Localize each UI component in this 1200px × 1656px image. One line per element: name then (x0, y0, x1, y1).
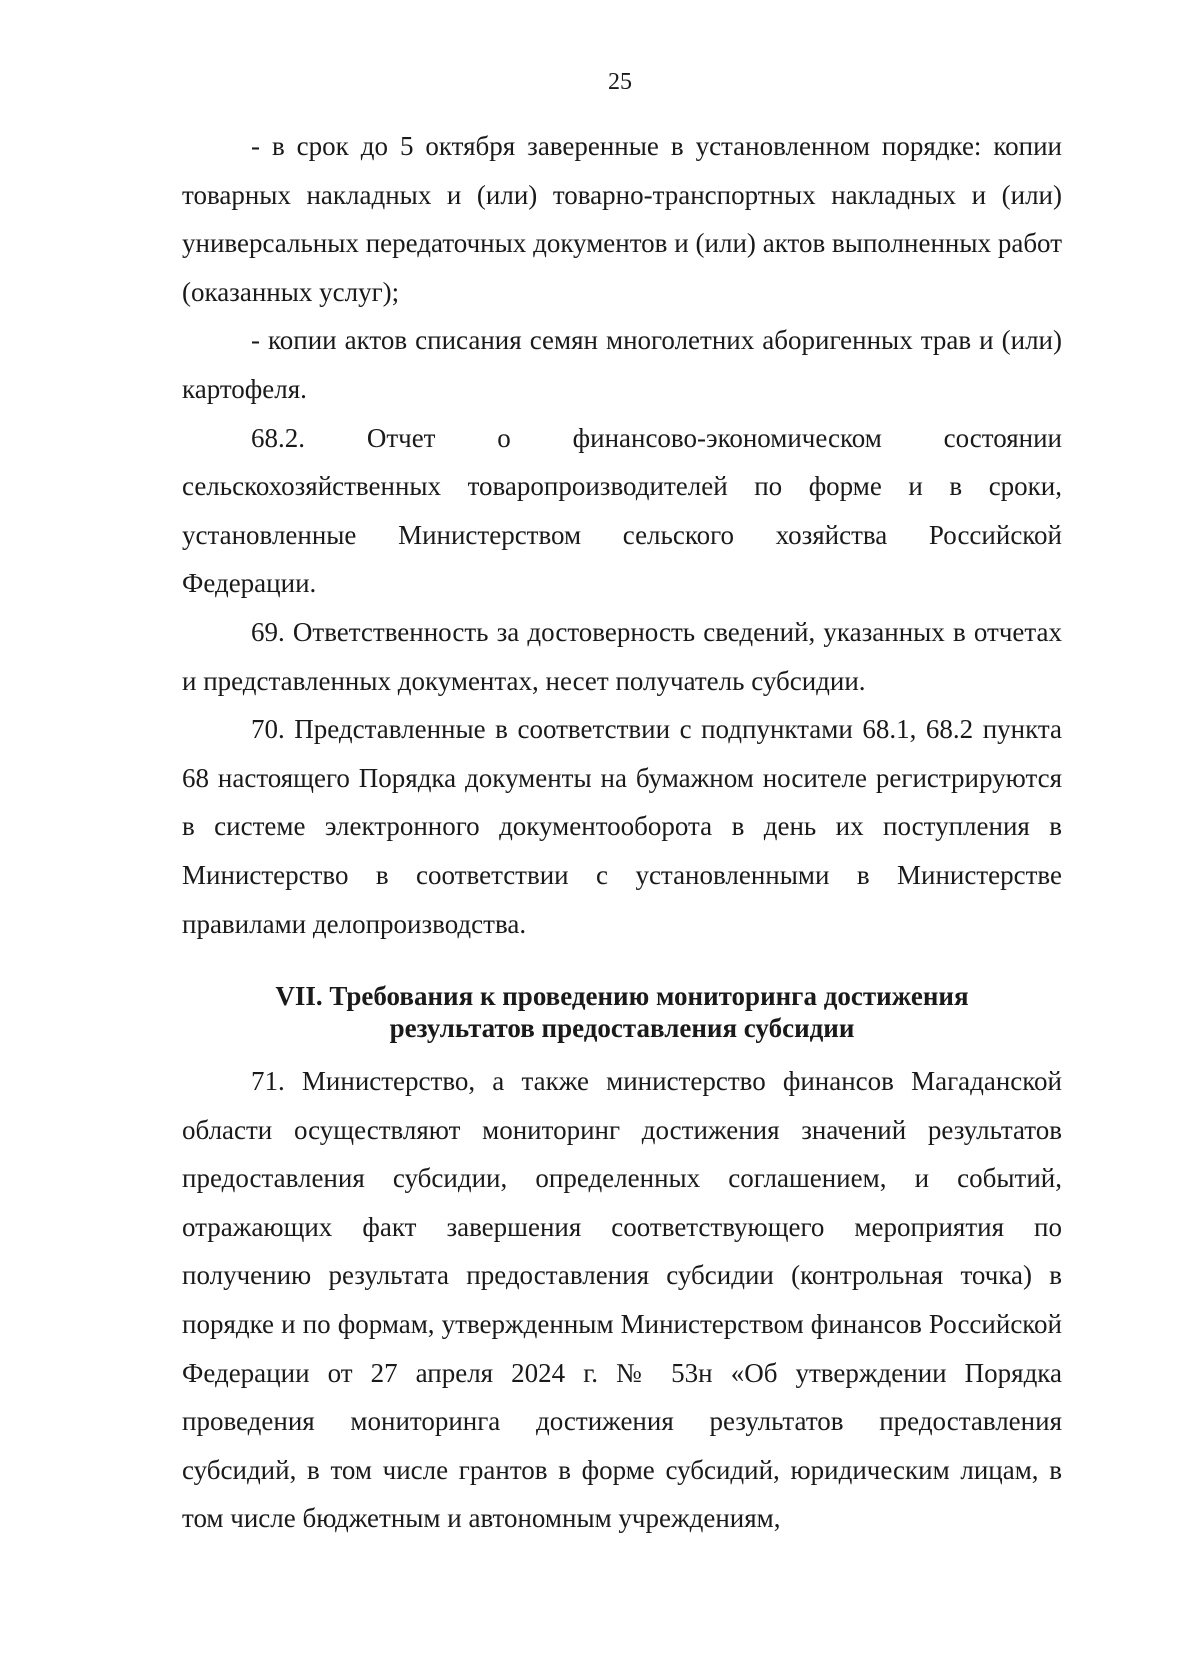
paragraph-69: 69. Ответственность за достоверность сведений, указанных в отчетах и представленных документах, несет получатель субсидии. (182, 616, 1062, 696)
section-heading-line-1: VII. Требования к проведению мониторинга достижения (275, 981, 969, 1012)
paragraph-copies-deadline: - в срок до 5 октября заверенные в установленном порядке: копии товарных накладных и (или) товарно-транспортных накладных и (или) универсальных передаточных документов и (или) актов выполненных работ (оказанных услуг); (182, 131, 1062, 307)
paragraph-70: 70. Представленные в соответствии с подпунктами 68.1, 68.2 пункта 68 настоящего Порядка документы на бумажном носителе регистрируются в системе электронного документооборота в день их поступления в Министерство в соответствии с установленными в Министерстве правилами делопроизводства. (182, 714, 1062, 939)
page-number: 25 (608, 69, 632, 95)
paragraph-71: 71. Министерство, а также министерство финансов Магаданской области осуществляют мониторинг достижения значений результатов предоставления субсидии, определенных соглашением, и событий, отражающих факт завершения соответствующего мероприятия по получению результата предоставления субсидии (контрольная точка) в порядке и по формам, утвержденным Министерством финансов Российской Федерации от 27 апреля 2024 г. № 53н «Об утверждении Порядка проведения мониторинга достижения результатов предоставления субсидий, в том числе грантов в форме субсидий, юридическим лицам, в том числе бюджетным и автономным учреждениям, (182, 1066, 1062, 1534)
section-heading (182, 980, 1062, 1044)
paragraph-write-off-acts: - копии актов списания семян многолетних аборигенных трав и (или) картофеля. (182, 325, 1062, 404)
section-heading-line-2: результатов предоставления субсидии (389, 1013, 855, 1044)
document-body (182, 122, 1062, 1543)
paragraph-68-2: 68.2. Отчет о финансово-экономическом состоянии сельскохозяйственных товаропроизводителей по форме и в сроки, установленные Министерством сельского хозяйства Российской Федерации. (182, 422, 1062, 599)
